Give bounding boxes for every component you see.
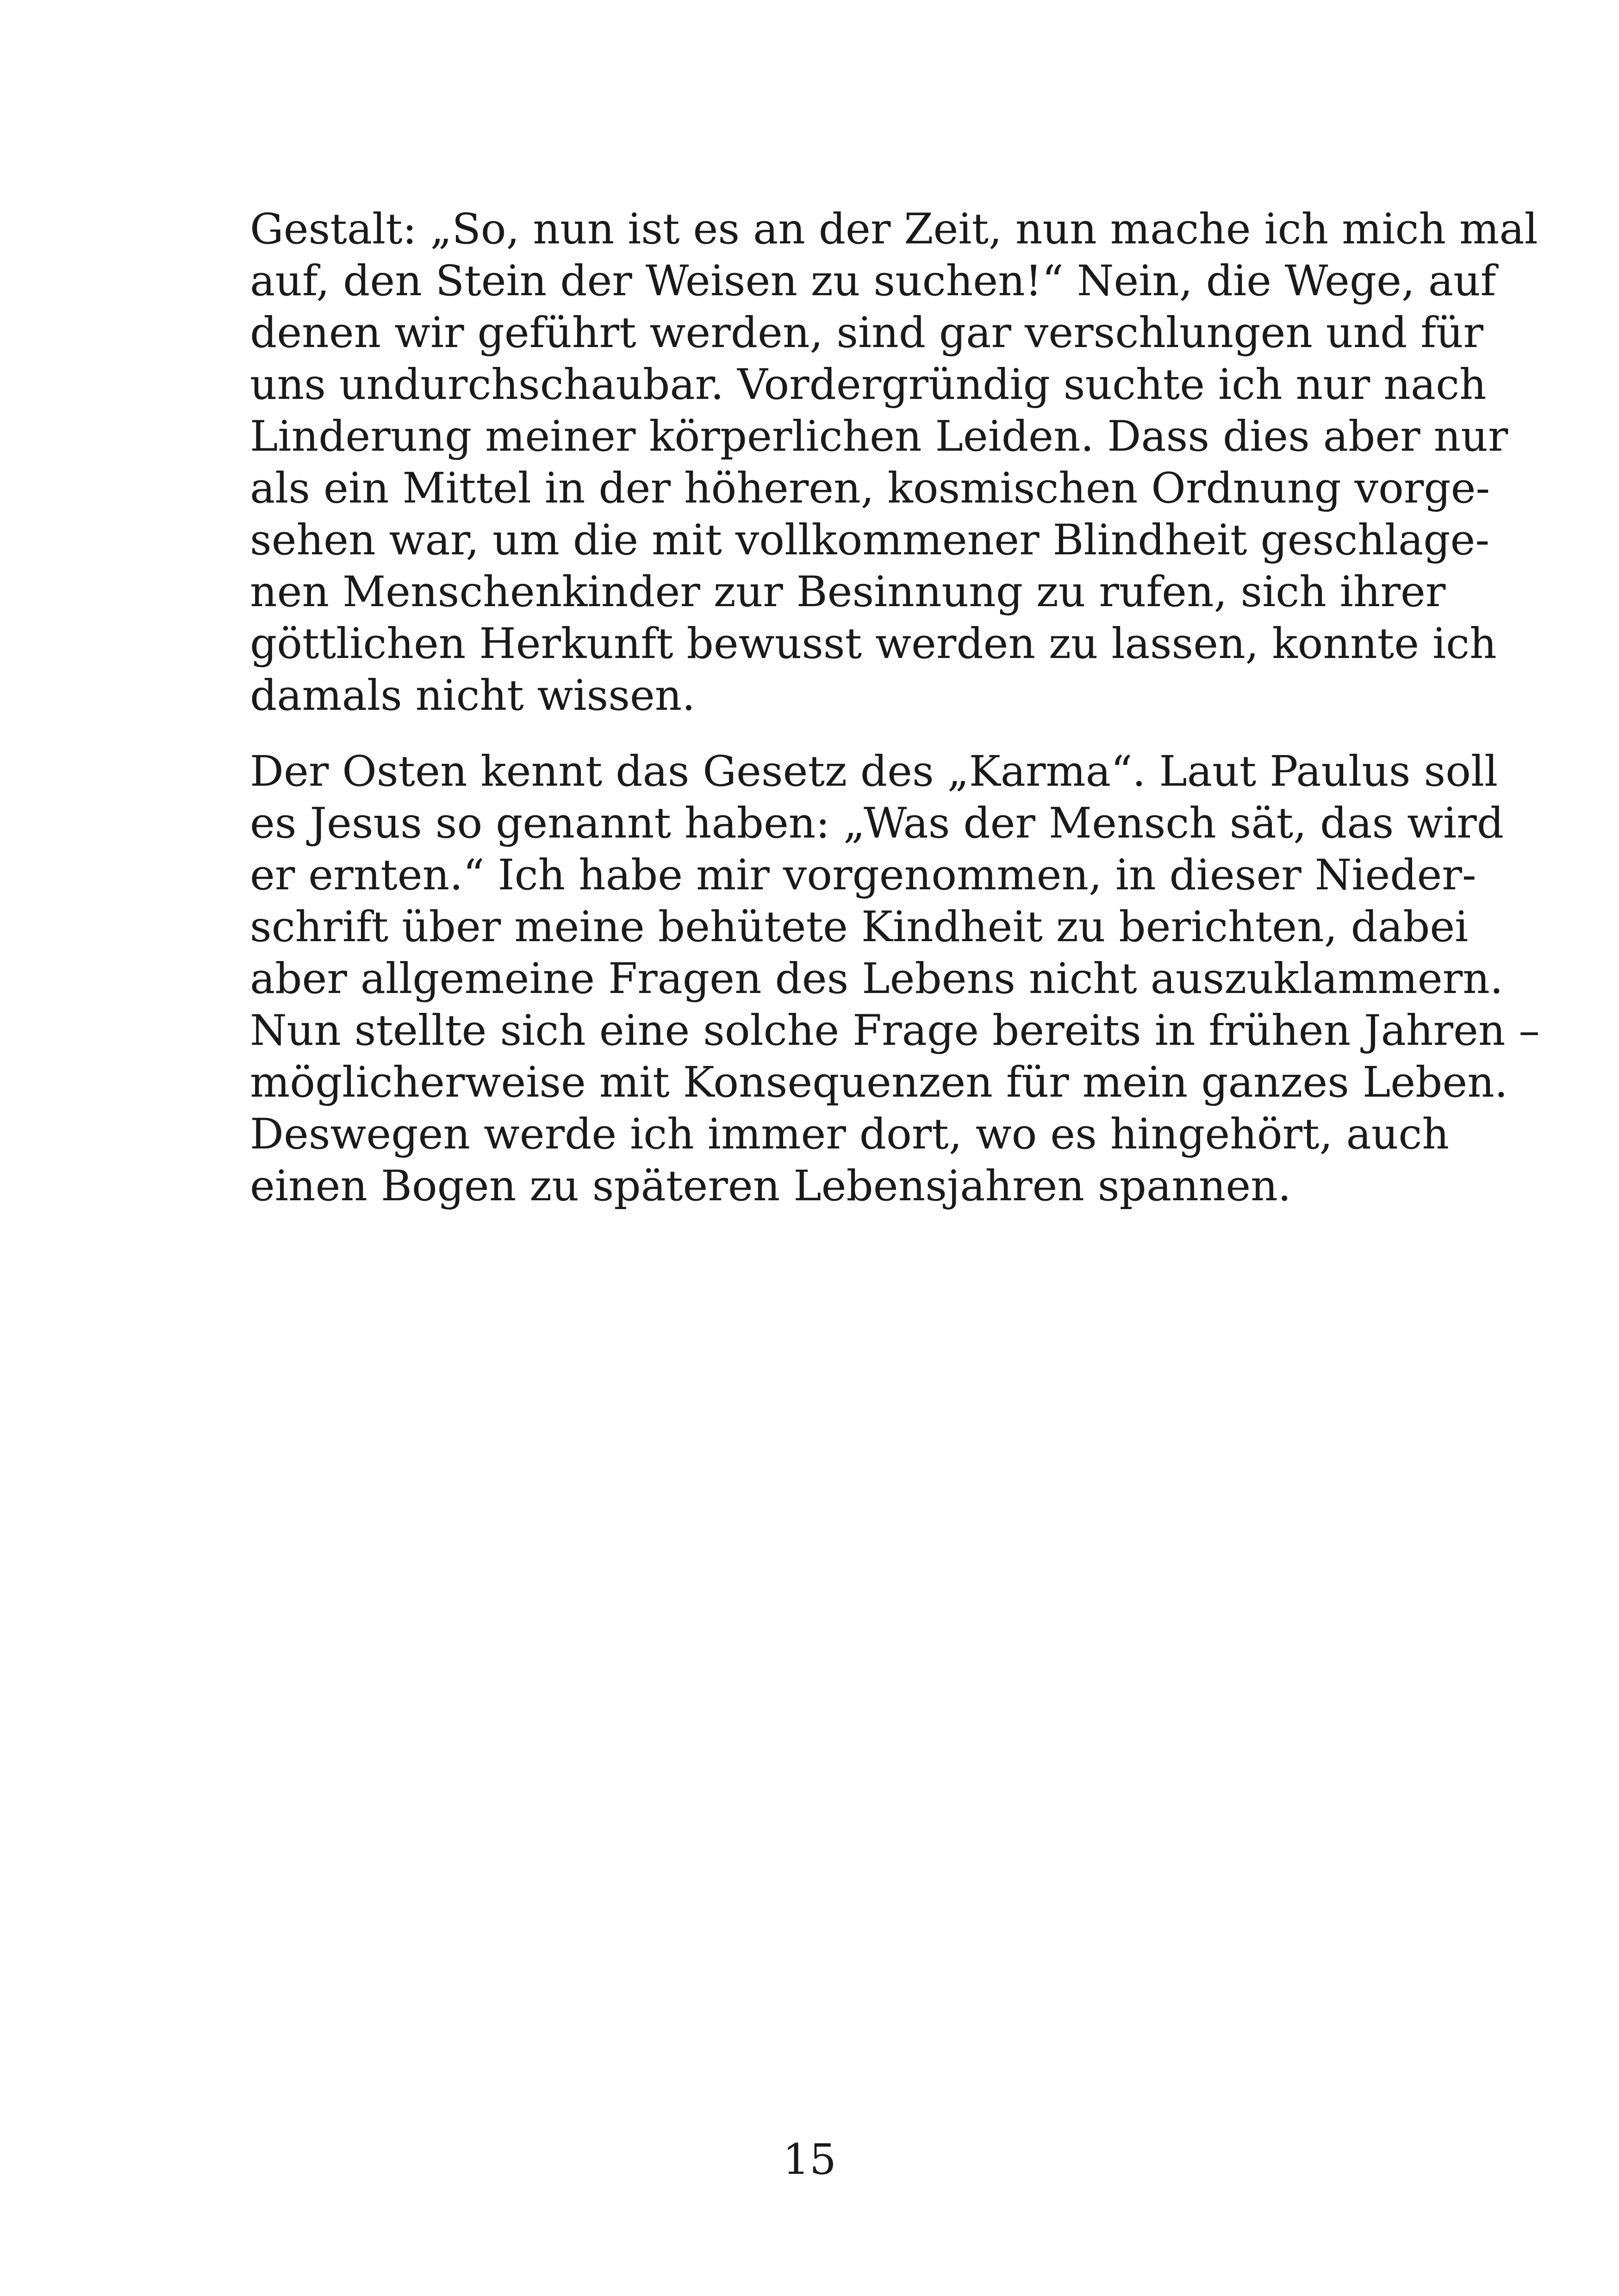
text-line: Der Osten kennt das Gesetz des „Karma“. Laut Paulus soll (250, 747, 1498, 796)
text-line: Nun stellte sich eine solche Frage bereits in frühen Jahren – (250, 1006, 1540, 1055)
text-line: denen wir geführt werden, sind gar verschlungen und für (250, 309, 1484, 357)
body-text (250, 204, 1540, 1236)
text-line: als ein Mittel in der höheren, kosmischen Ordnung vorge- (250, 464, 1490, 513)
text-line: es Jesus so genannt haben: „Was der Mensch sät, das wird (250, 799, 1504, 848)
page-number: 15 (783, 2135, 836, 2184)
text-line: Deswegen werde ich immer dort, wo es hingehört, auch (250, 1110, 1449, 1159)
text-line: auf, den Stein der Weisen zu suchen!“ Nein, die Wege, auf (250, 257, 1496, 305)
text-line: damals nicht wissen. (250, 671, 696, 720)
text-line: uns undurchschaubar. Vordergründig suchte ich nur nach (250, 360, 1487, 409)
text-line: sehen war, um die mit vollkommener Blindheit geschlage- (250, 516, 1490, 565)
text-line: Gestalt: „So, nun ist es an der Zeit, nun mache ich mich mal (250, 205, 1538, 254)
text-line: Linderung meiner körperlichen Leiden. Dass dies aber nur (250, 412, 1508, 461)
text-line: er ernten.“ Ich habe mir vorgenommen, in dieser Nieder- (250, 851, 1476, 900)
paragraph-2 (250, 746, 1540, 1212)
text-line: göttlichen Herkunft bewusst werden zu lassen, konnte ich (250, 620, 1497, 668)
text-line: aber allgemeine Fragen des Lebens nicht auszuklammern. (250, 955, 1503, 1003)
text-line: möglicherweise mit Konsequenzen für mein ganzes Leben. (250, 1058, 1508, 1107)
text-line: schrift über meine behütete Kindheit zu berichten, dabei (250, 903, 1469, 951)
text-line: einen Bogen zu späteren Lebensjahren spannen. (250, 1162, 1291, 1210)
paragraph-1 (250, 204, 1538, 722)
text-line: nen Menschenkinder zur Besinnung zu rufen, sich ihrer (250, 568, 1446, 616)
